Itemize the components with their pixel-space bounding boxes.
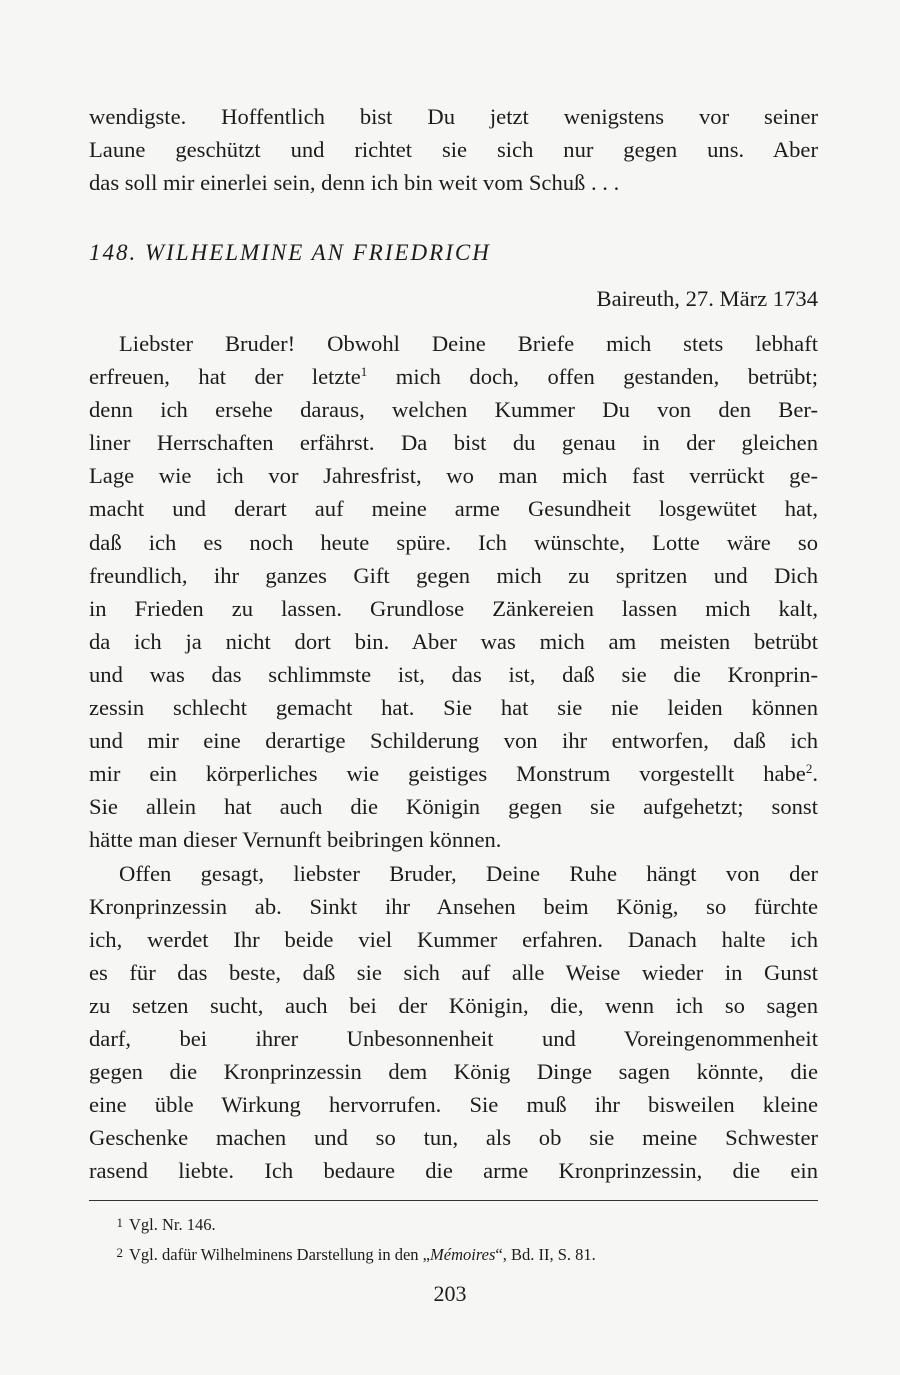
text-segment: mich doch, offen gestanden, betrübt;	[367, 364, 818, 390]
letter-heading: 148. WILHELMINE AN FRIEDRICH	[89, 240, 491, 265]
footnote-mark: 2	[116, 1245, 123, 1260]
text-line: zu setzen sucht, auch bei der Königin, die, wenn ich so sagen	[89, 992, 818, 1018]
text-line: Geschenke machen und so tun, als ob sie meine Schwester	[89, 1125, 818, 1151]
page-number: 203	[433, 1281, 467, 1306]
text-line: eine üble Wirkung hervorrufen. Sie muß ihr bisweilen kleine	[89, 1092, 818, 1118]
text-line: und was das schlimmste ist, das ist, daß sie die Kronprin-	[89, 661, 818, 687]
text-segment: .	[812, 761, 818, 787]
footnotes	[89, 1209, 818, 1269]
footnote-text: Vgl. Nr. 146.	[129, 1215, 216, 1234]
text-line: gegen die Kronprinzessin dem König Dinge sagen könnte, die	[89, 1059, 818, 1085]
text-line: wendigste. Hoffentlich bist Du jetzt wenigstens vor seiner	[89, 104, 818, 129]
text-line: das soll mir einerlei sein, denn ich bin weit vom Schuß . . .	[89, 170, 620, 196]
footnote-divider	[89, 1200, 818, 1201]
text-line: denn ich ersehe daraus, welchen Kummer Du von den Ber-	[89, 397, 818, 423]
footnote-mark: 1	[116, 1215, 123, 1230]
text-line: rasend liebte. Ich bedaure die arme Kronprinzessin, die ein	[89, 1158, 818, 1184]
text-line: hätte man dieser Vernunft beibringen können.	[89, 827, 502, 853]
letter-dateline: Baireuth, 27. März 1734	[596, 286, 818, 311]
text-line: Offen gesagt, liebster Bruder, Deine Ruhe hängt von der	[119, 860, 818, 886]
footnote-title-italic: Mémoires	[430, 1245, 496, 1264]
footnote-text: Vgl. dafür Wilhelminens Darstellung in den „	[129, 1245, 431, 1264]
footnote-2	[89, 1239, 818, 1269]
text-line: da ich ja nicht dort bin. Aber was mich am meisten betrübt	[89, 628, 818, 654]
text-line: Sie allein hat auch die Königin gegen sie aufgehetzt; sonst	[89, 794, 818, 820]
previous-letter-ending	[89, 100, 818, 199]
text-line: liner Herrschaften erfährst. Da bist du genau in der gleichen	[89, 430, 818, 456]
footnote-ref: 1	[360, 364, 368, 380]
footnote-text: “, Bd. II, S. 81.	[495, 1245, 596, 1264]
text-segment: mir ein körperliches wie geistiges Monstrum vorgestellt habe	[89, 761, 806, 787]
footnote-1	[89, 1209, 818, 1239]
text-line: macht und derart auf meine arme Gesundheit losgewütet hat,	[89, 496, 818, 522]
text-line: ich, werdet Ihr beide viel Kummer erfahren. Danach halte ich	[89, 926, 818, 952]
text-line	[89, 360, 818, 393]
text-line: zessin schlecht gemacht hat. Sie hat sie nie leiden können	[89, 695, 818, 721]
text-line: Liebster Bruder! Obwohl Deine Briefe mich stets lebhaft	[119, 331, 818, 356]
text-segment: erfreuen, hat der letzte	[89, 364, 361, 390]
text-line: Laune geschützt und richtet sie sich nur gegen uns. Aber	[89, 137, 818, 163]
text-line: freundlich, ihr ganzes Gift gegen mich zu spritzen und Dich	[89, 562, 818, 588]
text-line: in Frieden zu lassen. Grundlose Zänkereien lassen mich kalt,	[89, 595, 818, 621]
text-line: und mir eine derartige Schilderung von ihr entworfen, daß ich	[89, 728, 818, 754]
text-line: Kronprinzessin ab. Sinkt ihr Ansehen beim König, so fürchte	[89, 893, 818, 919]
text-line: daß ich es noch heute spüre. Ich wünschte, Lotte wäre so	[89, 529, 818, 555]
letter-body	[89, 327, 818, 1187]
text-line	[89, 757, 818, 790]
text-line: darf, bei ihrer Unbesonnenheit und Voreingenommenheit	[89, 1025, 818, 1051]
text-line: es für das beste, daß sie sich auf alle Weise wieder in Gunst	[89, 959, 818, 985]
text-line: Lage wie ich vor Jahresfrist, wo man mich fast verrückt ge-	[89, 463, 818, 489]
footnote-ref: 2	[805, 761, 813, 777]
